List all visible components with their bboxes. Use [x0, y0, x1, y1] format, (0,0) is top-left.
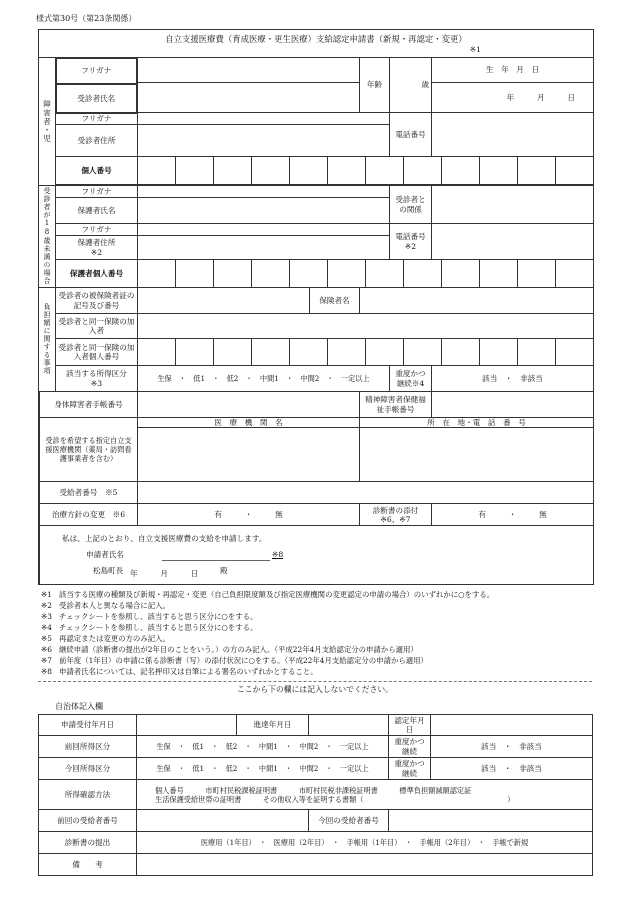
title-note: ※1: [469, 45, 481, 54]
note-8: ※8 申請者氏名については、記名押印又は自筆による署名のいずれかとすること。: [41, 667, 318, 676]
guardian-name-field[interactable]: [138, 198, 390, 224]
patient-phone-field[interactable]: [432, 113, 594, 157]
burden-section-label: 負担額に関する事項: [39, 287, 56, 392]
dob-label: 生 年 月 日: [432, 58, 594, 83]
guardian-address-label-cell: [56, 236, 138, 260]
guardian-address-note: ※2: [90, 247, 103, 257]
income-method-options[interactable]: [137, 780, 593, 810]
note-6: ※6 継続申請（診断書の提出が2年目のことをいう。）の方のみ記入。（平成22年4月支給認定分の申請から適用）: [41, 645, 418, 654]
severe-note: ※4: [411, 378, 425, 388]
patient-name-field[interactable]: [138, 83, 360, 113]
guardian-phone-label: 電話番号: [395, 232, 426, 242]
recipient-label: 受給者番号: [59, 488, 98, 498]
guardian-address-field[interactable]: [138, 236, 390, 260]
same-insurance-field[interactable]: [138, 314, 594, 339]
guardian-number-label: 保護者個人番号: [56, 260, 138, 288]
applicant-label: 申請者氏名: [86, 550, 124, 560]
address-furigana-label: フリガナ: [56, 113, 138, 125]
lower-table: [39, 391, 594, 585]
income-options[interactable]: 生保 ・ 低1 ・ 低2 ・ 中間1 ・ 中間2 ・ 一定以上: [138, 366, 390, 392]
note-5: ※5 再認定または変更の方のみ記入。: [41, 634, 170, 643]
patient-address-field[interactable]: [138, 125, 390, 157]
note-3: ※3 チェックシートを参照し、該当すると思う区分に○をする。: [41, 612, 258, 621]
office-heading: 自治体記入欄: [55, 702, 103, 711]
guardian-address-furigana-field[interactable]: [138, 224, 390, 236]
institution-address-field[interactable]: [360, 428, 594, 482]
diagnosis-options[interactable]: 医療用（1年目） ・ 医療用（2年目） ・ 手帳用（1年目） ・ 手帳用（2年目） ・ 手帳で新規: [137, 832, 593, 854]
mental-handbook-label: 精神障害者保健福祉手帳番号: [360, 392, 432, 418]
diagnosis-attach-label: 診断書の添付: [372, 505, 419, 515]
treatment-change-note: ※6: [112, 510, 126, 520]
patient-furigana-label: フリガナ: [56, 58, 138, 85]
guardian-section-label: 受診者が18歳未満の場合: [39, 185, 56, 288]
applicant-signature-field[interactable]: [162, 554, 270, 561]
insurer-label: 保険者名: [310, 288, 360, 314]
prev-income-label: 前回所得区分: [39, 736, 137, 758]
guardian-phone-field[interactable]: [432, 224, 594, 260]
curr-recipient-label: 今回の受給者番号: [309, 810, 389, 832]
prev-severe-options[interactable]: 該当 ・ 非該当: [431, 736, 593, 758]
patient-number-field[interactable]: [138, 157, 594, 185]
date-line[interactable]: 年 月 日: [130, 569, 199, 578]
office-table: [38, 714, 593, 876]
institution-name-header: 医 療 機 関 名: [138, 418, 360, 428]
method-line-2: 生活保護受給世帯の証明書 その他収入等を証明する書類（ ）: [155, 794, 515, 804]
recipient-field[interactable]: [138, 482, 594, 504]
remarks-label: 備 考: [39, 854, 137, 876]
patient-table: [55, 57, 594, 185]
patient-address-label: 受診者住所: [56, 125, 138, 157]
prev-recipient-label: 前回の受給者番号: [39, 810, 137, 832]
prev-recipient-field[interactable]: [137, 810, 309, 832]
certified-label: 認定年月日: [389, 715, 431, 736]
diagnosis-attach-options[interactable]: 有 ・ 無: [432, 504, 594, 526]
received-field[interactable]: [137, 715, 237, 736]
institution-label: 受診を希望する指定自立支援医療機関（薬局・訪問看護事業者を含む）: [40, 418, 138, 482]
guardian-table: [55, 185, 594, 288]
declaration-text: 私は、上記のとおり、自立支援医療費の支給を申請します。: [62, 534, 267, 544]
treatment-change-label: 治療方針の変更: [51, 510, 106, 520]
relation-label: 受診者との関係: [390, 186, 432, 224]
physical-handbook-label: 身体障害者手帳番号: [40, 392, 138, 418]
curr-severe-options[interactable]: 該当 ・ 非該当: [431, 758, 593, 780]
diagnosis-attach-note: ※6、※7: [380, 514, 411, 524]
guardian-number-field[interactable]: [138, 260, 594, 288]
institution-name-field[interactable]: [138, 428, 360, 482]
note-7: ※7 前年度（1年目）の申請に係る診断書（写）の添付状況に○をする。（平成22年4月支給認定分の申請から適用）: [41, 656, 428, 665]
remarks-field[interactable]: [137, 854, 593, 876]
guardian-address-label: 保護者住所: [77, 238, 116, 248]
income-label-cell: [56, 366, 138, 392]
form-id: 様式第30号（第23条関係）: [36, 14, 137, 23]
note-1: ※1 該当する医療の種類及び新規・再認定・変更（自己負担限度額及び指定医療機関の変更認定の申請の場合）のいずれかに○をする。: [41, 590, 495, 599]
main-form: [38, 29, 594, 585]
curr-severe-label: 重度かつ継続: [389, 758, 431, 780]
same-insurance-number-label: 受診者と同一保険の加入者個人番号: [56, 339, 138, 366]
recipient-label-cell: [40, 482, 138, 504]
burden-table: [55, 287, 594, 392]
insurance-field[interactable]: [138, 288, 310, 314]
same-insurance-number-field[interactable]: [138, 339, 594, 366]
guardian-address-furigana-label: フリガナ: [56, 224, 138, 236]
method-line-1: 個人番号 市町村民税課税証明書 市町村民税非課税証明書 標準負担額減額認定証: [155, 785, 472, 795]
guardian-phone-label-cell: [390, 224, 432, 260]
curr-income-options[interactable]: 生保 ・ 低1 ・ 低2 ・ 中間1 ・ 中間2 ・ 一定以上: [137, 758, 389, 780]
physical-handbook-field[interactable]: [138, 392, 360, 418]
guardian-furigana-label: フリガナ: [56, 186, 138, 198]
certified-field[interactable]: [431, 715, 593, 736]
address-furigana-field[interactable]: [138, 113, 390, 125]
guardian-furigana-field[interactable]: [138, 186, 390, 198]
diagnosis-label: 診断書の提出: [39, 832, 137, 854]
patient-phone-label: 電話番号: [390, 113, 432, 157]
applicant-note: ※8: [272, 550, 284, 560]
declaration-cell: [40, 526, 594, 585]
mental-handbook-field[interactable]: [432, 392, 594, 418]
treatment-change-label-cell: [40, 504, 138, 526]
income-method-label: 所得確認方法: [39, 780, 137, 810]
same-insurance-label: 受診者と同一保険の加入者: [56, 314, 138, 339]
forwarded-field[interactable]: [309, 715, 389, 736]
guardian-phone-note: ※2: [404, 241, 417, 251]
note-4: ※4 チェックシートを参照し、該当すると思う区分に○をする。: [41, 623, 258, 632]
curr-recipient-field[interactable]: [389, 810, 593, 832]
cut-line-text: ここから下の欄には記入しないでください。: [237, 684, 393, 694]
relation-field[interactable]: [432, 186, 594, 224]
dob-field[interactable]: 年 月 日: [432, 83, 594, 113]
forwarded-label: 進達年月日: [237, 715, 309, 736]
form-title: 自立支援医療費（育成医療・更生医療）支給認定申請書（新規・再認定・変更）: [165, 34, 467, 44]
form-title-area: [39, 30, 593, 58]
age-label: 年齢: [360, 58, 390, 113]
patient-number-label: 個人番号: [56, 157, 138, 185]
age-field[interactable]: 歳: [390, 58, 432, 113]
treatment-change-options[interactable]: 有 ・ 無: [138, 504, 360, 526]
honorific: 殿: [220, 566, 228, 575]
severe-label: 重度かつ継続: [395, 369, 426, 388]
received-label: 申請受付年月日: [39, 715, 137, 736]
severe-label-cell: [390, 366, 432, 392]
recipient-note: ※5: [105, 488, 118, 498]
prev-income-options[interactable]: 生保 ・ 低1 ・ 低2 ・ 中間1 ・ 中間2 ・ 一定以上: [137, 736, 389, 758]
curr-income-label: 今回所得区分: [39, 758, 137, 780]
patient-furigana-field[interactable]: [138, 58, 360, 83]
prev-severe-label: 重度かつ継続: [389, 736, 431, 758]
guardian-name-label: 保護者氏名: [56, 198, 138, 224]
cut-line: [38, 681, 592, 682]
mayor-label: 松島町長: [93, 566, 124, 575]
insurer-field[interactable]: [360, 288, 594, 314]
income-note: ※3: [90, 378, 103, 388]
note-2: ※2 受診者本人と異なる場合に記入。: [41, 601, 170, 610]
patient-name-label: 受診者氏名: [56, 83, 138, 115]
insurance-label: 受診者の被保険者証の記号及び番号: [56, 288, 138, 314]
severe-options[interactable]: 該当 ・ 非該当: [432, 366, 594, 392]
income-label: 該当する所得区分: [66, 369, 127, 379]
patient-section-label: 障害者・児: [39, 57, 56, 186]
institution-address-header: 所 在 地・電 話 番 号: [360, 418, 594, 428]
diagnosis-attach-label-cell: [360, 504, 432, 526]
